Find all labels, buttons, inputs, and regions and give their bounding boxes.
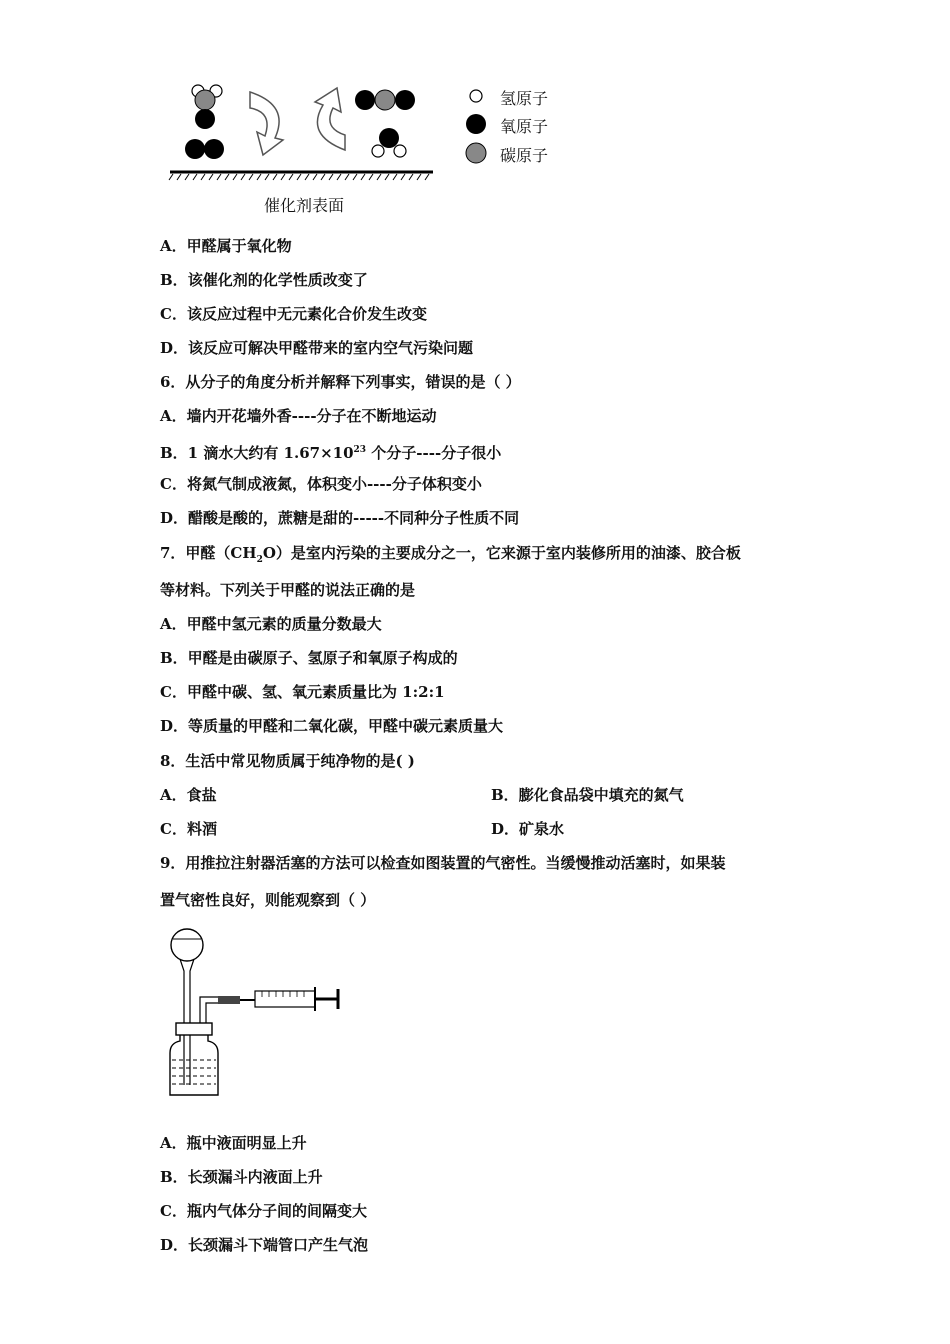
bottle — [170, 1035, 218, 1095]
q5-option-c: C．该反应过程中无元素化合价发生改变 — [160, 305, 427, 323]
q7-option-c: C．甲醛中碳、氢、氧元素质量比为 1:2:1 — [160, 683, 445, 701]
q7-option-d: D．等质量的甲醛和二氧化碳，甲醛中碳元素质量大 — [160, 717, 504, 735]
curved-arrow-icon — [250, 92, 283, 155]
q6-stem: 6．从分子的角度分析并解释下列事实，错误的是（ ） — [160, 373, 521, 391]
legend-oxygen-marker — [466, 114, 486, 134]
q8-option-a: A．食盐 — [160, 786, 217, 804]
q9-option-a: A．瓶中液面明显上升 — [160, 1134, 307, 1152]
q9-option-c: C．瓶内气体分子间的间隔变大 — [160, 1202, 367, 1220]
oxygen-atom — [185, 139, 205, 159]
q8-option-b: B．膨化食品袋中填充的氮气 — [491, 786, 684, 804]
q9-stem: 9．用推拉注射器活塞的方法可以检查如图装置的气密性。当缓慢推动活塞时，如果装 — [160, 854, 726, 872]
q6-option-d: D．醋酸是酸的，蔗糖是甜的-----不同种分子性质不同 — [160, 509, 520, 527]
curved-arrow-icon — [315, 88, 345, 150]
oxygen-atom — [355, 90, 375, 110]
q9-stem-line2: 置气密性良好，则能观察到（ ） — [160, 891, 376, 909]
oxygen-atom — [195, 109, 215, 129]
q7-stem-line2: 等材料。下列关于甲醛的说法正确的是 — [160, 581, 416, 599]
carbon-atom — [375, 90, 395, 110]
airtightness-apparatus-figure — [160, 925, 350, 1100]
q7-option-b: B．甲醛是由碳原子、氢原子和氧原子构成的 — [160, 649, 458, 667]
q9-option-d: D．长颈漏斗下端管口产生气泡 — [160, 1236, 369, 1254]
funnel-bulb — [171, 929, 203, 961]
q6-option-b: B．1 滴水大约有 $1.67\times 10^{23}$ 个分子----分子很小 — [160, 444, 502, 462]
q5-option-a: A．甲醛属于氧化物 — [160, 237, 292, 255]
legend-hydrogen-label: 氢原子 — [500, 89, 549, 108]
oxygen-atom — [204, 139, 224, 159]
rubber-stopper — [176, 1023, 212, 1035]
q8-stem: 8．生活中常见物质属于纯净物的是( ) — [160, 752, 415, 770]
q9-option-b: B．长颈漏斗内液面上升 — [160, 1168, 323, 1186]
legend-carbon-marker — [466, 143, 486, 163]
legend-hydrogen-marker — [470, 90, 482, 102]
syringe-barrel — [255, 991, 315, 1007]
oxygen-atom — [379, 128, 399, 148]
q5-option-b: B．该催化剂的化学性质改变了 — [160, 271, 368, 289]
q8-option-d: D．矿泉水 — [491, 820, 565, 838]
legend-carbon-label: 碳原子 — [500, 146, 549, 165]
q7-stem: 7．甲醛$(CH_2O)$是室内污染的主要成分之一，它来源于室内装修所用的油漆、胶合板 — [160, 544, 741, 565]
q5-option-d: D．该反应可解决甲醛带来的室内空气污染问题 — [160, 339, 474, 357]
oxygen-atom — [395, 90, 415, 110]
q7-option-a: A．甲醛中氢元素的质量分数最大 — [160, 615, 382, 633]
carbon-atom — [195, 90, 215, 110]
figure-caption: 催化剂表面 — [264, 196, 345, 215]
q6-option-c: C．将氮气制成液氮，体积变小----分子体积变小 — [160, 475, 482, 493]
legend-oxygen-label: 氧原子 — [500, 117, 549, 136]
q8-option-c: C．料酒 — [160, 820, 217, 838]
q6-option-a: A．墙内开花墙外香----分子在不断地运动 — [160, 407, 437, 425]
hydrogen-atom — [394, 145, 406, 157]
hydrogen-atom — [372, 145, 384, 157]
